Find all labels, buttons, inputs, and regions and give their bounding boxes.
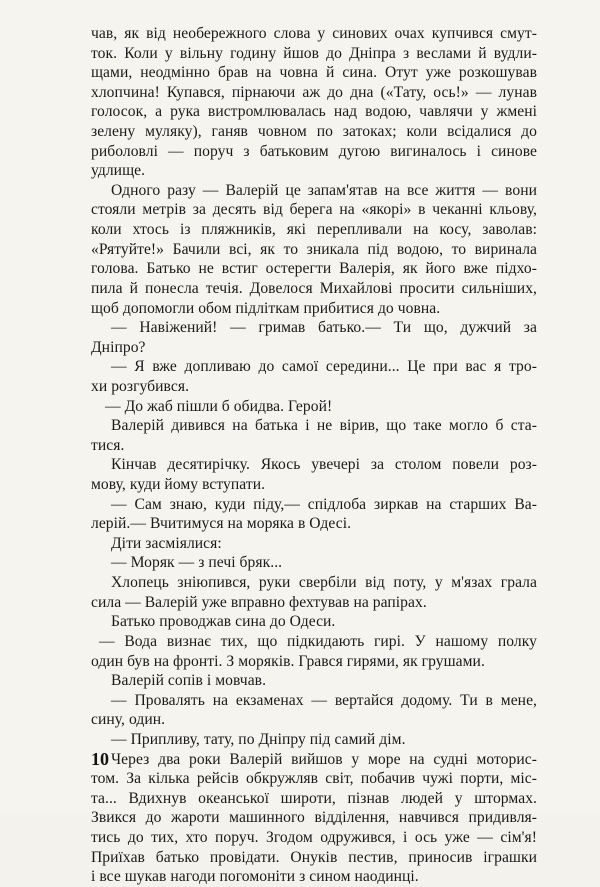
text-line: сину, один. bbox=[91, 711, 166, 729]
body-text bbox=[91, 24, 537, 887]
text-line: хи розгубився. bbox=[91, 377, 190, 395]
text-line: щоб допомогли обом підліткам прибитися до човна. bbox=[91, 299, 441, 317]
text-line: Валерій сопів і мовчав. bbox=[111, 672, 267, 690]
text-line: — Припливу, тату, по Дніпру під самий дім. bbox=[111, 730, 406, 748]
text-line: Хлопець зніюпився, руки свербіли від поту, у м'язах грала bbox=[111, 574, 537, 592]
page-number: 10 bbox=[91, 749, 109, 769]
text-line: «Рятуйте!» Бачили всі, як то зникала під водою, то виринала bbox=[91, 240, 537, 258]
text-line: хлопчина! Купався, пірнаючи аж до дна («Тату, ось!» — лунав bbox=[91, 83, 537, 101]
text-line: Валерій дивився на батька і не вірив, що таке могло б ста- bbox=[111, 417, 537, 435]
text-line: Звикся до жароти машинного відділення, навчився придивля- bbox=[91, 809, 537, 827]
text-line: щами, неодмінно брав на човна й сина. Отут уже розкошував bbox=[91, 64, 537, 82]
text-line: Батько проводжав сина до Одеси. bbox=[111, 613, 336, 631]
text-line: і все шукав нагоди погомоніти з сином наодинці. bbox=[91, 868, 419, 886]
text-line: Через два роки Валерій вийшов у море на судні моторис- bbox=[111, 750, 537, 768]
text-line: голосок, а рука вистромлювалась над водою, чавлячи у жмені bbox=[91, 103, 537, 121]
text-line: тись до тих, хто поруч. Згодом одружився, і ось уже — сім'я! bbox=[91, 828, 537, 846]
text-line: Кінчав десятирічку. Якось увечері за столом повели роз- bbox=[111, 456, 537, 474]
text-line: сила — Валерій уже вправно фехтував на рапірах. bbox=[91, 593, 427, 611]
text-line: — Вода визнає тих, що підкидають гирі. У нашому полку bbox=[99, 632, 537, 650]
text-line: ток. Коли у вільну годину йшов до Дніпра з веслами й вудли- bbox=[91, 44, 537, 62]
text-line: стояли метрів за десять від берега на «якорі» в чеканні кльову, bbox=[91, 201, 537, 219]
text-line: пила й понесла течія. Довелося Михайлові просити сильніших, bbox=[91, 279, 537, 297]
text-line: один був на фронті. З моряків. Грався гирями, як грушами. bbox=[91, 652, 485, 670]
text-line: — Моряк — з печі бряк... bbox=[111, 554, 283, 572]
text-line: риболовлі — поруч з батьковим дугою вигиналось і синове bbox=[91, 142, 537, 160]
text-line: зелену муляку), ганяв човном по затоках; коли всідалися до bbox=[91, 123, 537, 141]
text-line: голова. Батько не встиг остерегти Валерія, як його вже підхо- bbox=[91, 260, 537, 278]
text-line: та... Вдихнув океанської широти, пізнав людей у штормах. bbox=[91, 789, 537, 807]
text-line: том. За кілька рейсів обкружляв світ, побачив чужі порти, міс- bbox=[91, 770, 537, 788]
text-line: чав, як від необережного слова у синових очах купчився смут- bbox=[91, 25, 537, 42]
text-line: — Навіжений! — гримав батько.— Ти що, дужчий за bbox=[111, 319, 537, 337]
text-line: — Я вже допливаю до самої середини... Це при вас я тро- bbox=[111, 358, 537, 376]
text-line: лерій.— Вчитимуся на моряка в Одесі. bbox=[91, 515, 352, 533]
text-line: удлище. bbox=[91, 162, 146, 180]
text-line: — Сам знаю, куди піду,— спідлоба зиркав на старших Ва- bbox=[111, 495, 537, 513]
text-line: мову, куди йому вступати. bbox=[91, 476, 266, 494]
text-line: — Провалять на екзаменах — вертайся додому. Ти в мене, bbox=[111, 691, 537, 709]
text-line: Дніпро? bbox=[91, 338, 146, 356]
text-line: тися. bbox=[91, 436, 125, 454]
text-line: — До жаб пішли б обидва. Герой! bbox=[105, 397, 333, 415]
text-line: коли хтось із пляжників, які перепливали на косу, заволав: bbox=[91, 221, 537, 239]
text-line: Приїхав батько провідати. Онуків пестив, приносив іграшки bbox=[91, 848, 537, 866]
text-line: Діти засміялися: bbox=[111, 534, 222, 552]
text-line: Одного разу — Валерій це запам'ятав на все життя — вони bbox=[111, 181, 537, 199]
